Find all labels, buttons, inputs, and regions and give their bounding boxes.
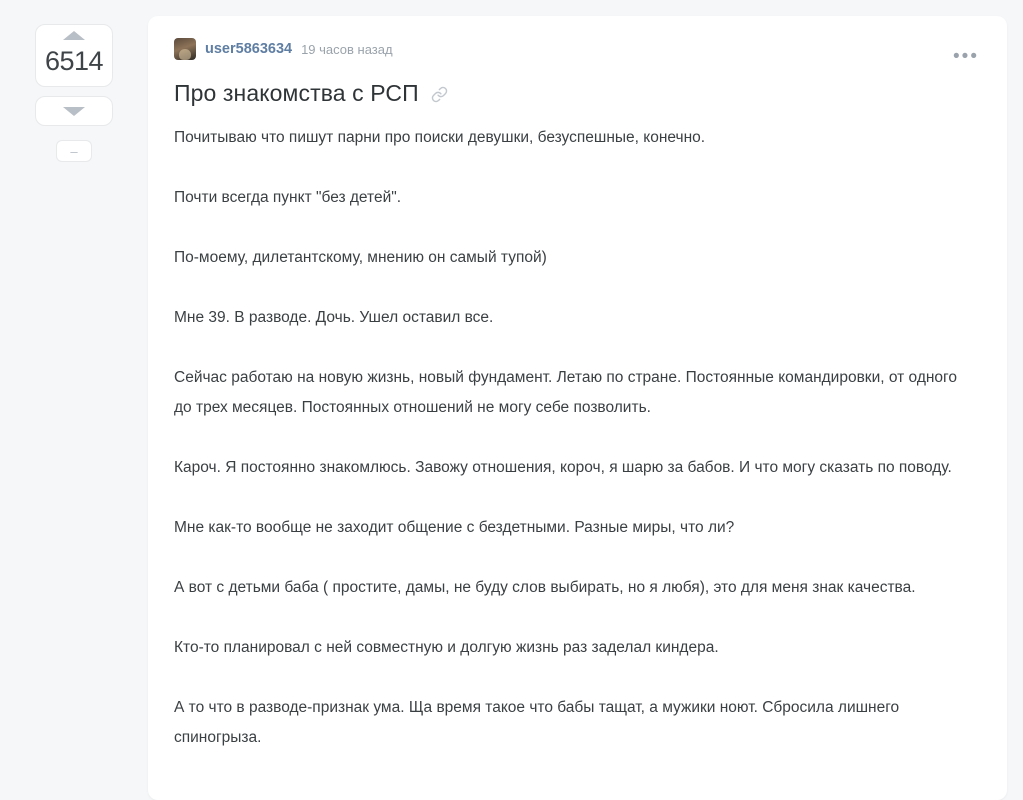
page-title (174, 80, 979, 107)
post-timestamp: 19 часов назад (301, 41, 393, 57)
post-paragraph: А то что в разводе-признак ума. Ща время такое что бабы тащат, а мужики ноют. Сбросила лишнего спиногрыза. (174, 699, 900, 746)
more-options-button[interactable]: ••• (953, 46, 979, 67)
triangle-up-icon[interactable] (63, 31, 85, 40)
post-paragraph: Кто-то планировал с ней совместную и долгую жизнь раз заделал киндера. (174, 639, 719, 656)
post-paragraph: Почитываю что пишут парни про поиски девушки, безуспешные, конечно. (174, 129, 706, 146)
post-card (148, 16, 1007, 800)
author-link[interactable]: user5863634 (205, 41, 293, 57)
vote-rail (0, 0, 148, 162)
post-title-text: Про знакомства с РСП (174, 80, 419, 106)
post-paragraph: Мне как-то вообще не заходит общение с бездетными. Разные миры, что ли? (174, 519, 735, 536)
post-paragraph: Почти всегда пункт "без детей". (174, 189, 402, 206)
downvote-button[interactable] (35, 96, 113, 126)
post-paragraph: По-моему, дилетантскому, мнению он самый тупой) (174, 249, 547, 266)
avatar[interactable] (174, 38, 196, 60)
vote-box (35, 24, 113, 87)
triangle-down-icon (63, 107, 85, 116)
collapse-button[interactable]: – (56, 140, 92, 162)
post-paragraph: Сейчас работаю на новую жизнь, новый фундамент. Летаю по стране. Постоянные командировки, от одного до трех месяцев. Постоянных отношений не могу себе позволить. (174, 369, 957, 416)
post-paragraph: Кароч. Я постоянно знакомлюсь. Завожу отношения, короч, я шарю за бабов. И что могу сказать по поводу. (174, 459, 952, 476)
post-body (174, 123, 979, 753)
post-paragraph: А вот с детьми баба ( простите, дамы, не буду слов выбирать, но я любя), это для меня знак качества. (174, 579, 916, 596)
post-paragraph: Мне 39. В разводе. Дочь. Ушел оставил все. (174, 309, 494, 326)
link-icon[interactable] (431, 82, 448, 109)
post-header (174, 38, 979, 67)
vote-count: 6514 (44, 46, 104, 76)
